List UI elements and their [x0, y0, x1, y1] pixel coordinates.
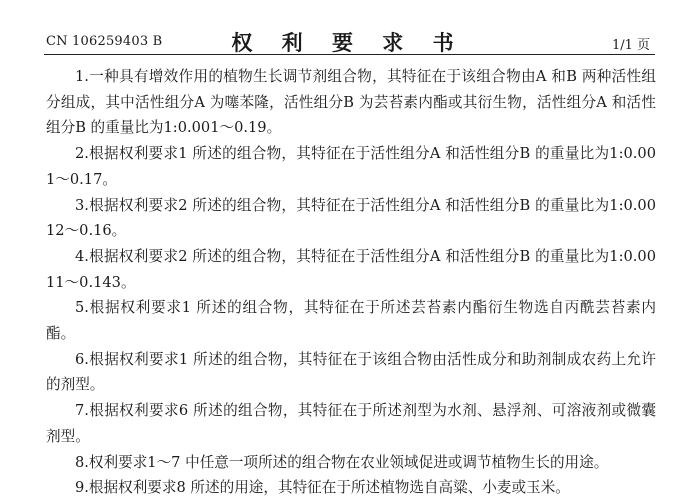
claims-list [46, 64, 656, 501]
claim-6: 6.根据权利要求1 所述的组合物，其特征在于该组合物由活性成分和助剂制成农药上允许的剂型。 [46, 350, 656, 394]
claim-5: 5.根据权利要求1 所述的组合物，其特征在于所述芸苔素内酯衍生物选自丙酰芸苔素内酯。 [46, 299, 656, 343]
claim-9: 9.根据权利要求8 所述的用途，其特征在于所述植物选自高粱、小麦或玉米。 [75, 479, 570, 497]
publication-number: CN 106259403 B [46, 34, 163, 49]
claim-1: 1.一种具有增效作用的植物生长调节剂组合物，其特征在于该组合物由A 和B 两种活性组分组成，其中活性组分A 为噻苯隆，活性组分B 为芸苔素内酯或其衍生物，活性组分A 和活性组分B 的重量比为1:0.001～0.19。 [46, 68, 656, 137]
claim-4: 4.根据权利要求2 所述的组合物，其特征在于活性组分A 和活性组分B 的重量比为1:0.0011～0.143。 [46, 247, 656, 291]
header-rule [44, 54, 655, 55]
page-number: 1/1 页 [611, 38, 650, 53]
claim-8: 8.权利要求1～7 中任意一项所述的组合物在农业领域促进或调节植物生长的用途。 [75, 453, 609, 471]
claim-7: 7.根据权利要求6 所述的组合物，其特征在于所述剂型为水剂、悬浮剂、可溶液剂或微囊剂型。 [46, 402, 656, 445]
page-header [0, 0, 696, 56]
claim-2: 2.根据权利要求1 所述的组合物，其特征在于活性组分A 和活性组分B 的重量比为1:0.001～0.17。 [46, 145, 656, 188]
document-title: 权 利 要 求 书 [231, 30, 465, 55]
claim-3: 3.根据权利要求2 所述的组合物，其特征在于活性组分A 和活性组分B 的重量比为1:0.0012～0.16。 [46, 196, 656, 240]
